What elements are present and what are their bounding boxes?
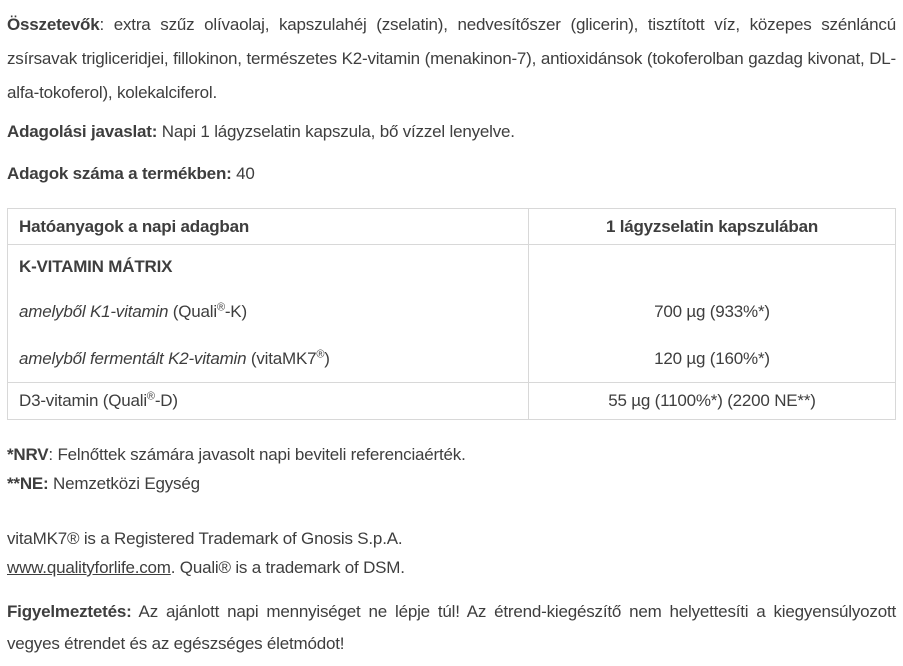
- servings-label: Adagok száma a termékben:: [7, 164, 232, 183]
- k1-label-italic: amelyből K1-vitamin: [19, 302, 169, 321]
- dosage-text: Napi 1 lágyzselatin kapszula, bő vízzel lenyelve.: [157, 122, 515, 141]
- ne-text: Nemzetközi Egység: [48, 474, 200, 493]
- header-active-ingredients: Hatóanyagok a napi adagban: [8, 209, 529, 245]
- warning-text: Az ajánlott napi mennyiséget ne lépje túl! Az étrend-kiegészítő nem helyettesíti a kiegyensúlyozott vegyes étrendet és az egészséges életmódot!: [7, 602, 896, 653]
- k2-label-pre: (vitaMK7: [246, 348, 317, 368]
- k2-vitamin-label: [8, 336, 529, 383]
- k1-label-pre: (Quali: [168, 302, 217, 321]
- table-row: [8, 245, 896, 289]
- k2-label-post: ): [324, 348, 330, 368]
- qualityforlife-link[interactable]: www.qualityforlife.com: [7, 558, 171, 577]
- warning-paragraph: [7, 596, 896, 660]
- footnotes: [7, 440, 896, 498]
- k1-vitamin-value: 700 µg (933%*): [528, 289, 895, 336]
- nrv-label: *NRV: [7, 445, 49, 464]
- trademark-notes: [7, 524, 896, 582]
- d3-label-pre: D3-vitamin (Quali: [19, 391, 147, 410]
- nrv-text: : Felnőttek számára javasolt napi beviteli referenciaérték.: [48, 445, 466, 464]
- nutrition-table-header: [8, 209, 896, 245]
- registered-trademark-symbol: ®: [316, 348, 325, 361]
- empty-cell: [528, 245, 895, 289]
- k2-label-italic: amelyből fermentált K2-vitamin: [19, 348, 247, 368]
- nrv-note: [7, 440, 896, 469]
- ingredients-paragraph: [7, 8, 896, 110]
- dosage-label: Adagolási javaslat:: [7, 122, 158, 141]
- registered-trademark-symbol: ®: [146, 390, 155, 403]
- ne-note: [7, 469, 896, 498]
- header-per-capsule: 1 lágyzselatin kapszulában: [528, 209, 895, 245]
- d3-vitamin-value: 55 µg (1100%*) (2200 NE**): [528, 383, 895, 420]
- vitamk7-trademark-line: vitaMK7® is a Registered Trademark of Gnosis S.p.A.: [7, 529, 403, 548]
- k-vitamin-matrix-title: K-VITAMIN MÁTRIX: [19, 256, 173, 276]
- k1-label-post: -K): [224, 302, 247, 321]
- quali-trademark-line: [7, 553, 896, 582]
- warning-label: Figyelmeztetés:: [7, 602, 132, 621]
- dosage-paragraph: [7, 120, 896, 144]
- ingredients-label: Összetevők: [7, 15, 100, 34]
- table-row: [8, 289, 896, 336]
- table-row: [8, 383, 896, 420]
- ingredients-text: : extra szűz olívaolaj, kapszulahéj (zselatin), nedvesítőszer (glicerin), tisztított víz, közepes szénláncú zsírsavak trigliceridjei, fillokinon, természetes K2-vitamin (menakinon-7), antioxidánsok (tokoferolban gazdag kivonat, DL-alfa-tokoferol), kolekalciferol.: [7, 15, 896, 102]
- ne-label: **NE:: [7, 474, 49, 493]
- k2-vitamin-value: 120 µg (160%*): [528, 336, 895, 383]
- d3-vitamin-label: [8, 383, 529, 420]
- table-row: [8, 336, 896, 383]
- quali-trademark-text: . Quali® is a trademark of DSM.: [170, 558, 405, 577]
- table-header-row: [8, 209, 896, 245]
- servings-paragraph: [7, 162, 896, 186]
- nutrition-table: [7, 208, 896, 420]
- registered-trademark-symbol: ®: [216, 301, 225, 314]
- d3-label-post: -D): [154, 391, 178, 410]
- k1-vitamin-label: [8, 289, 529, 336]
- servings-value: 40: [231, 164, 255, 183]
